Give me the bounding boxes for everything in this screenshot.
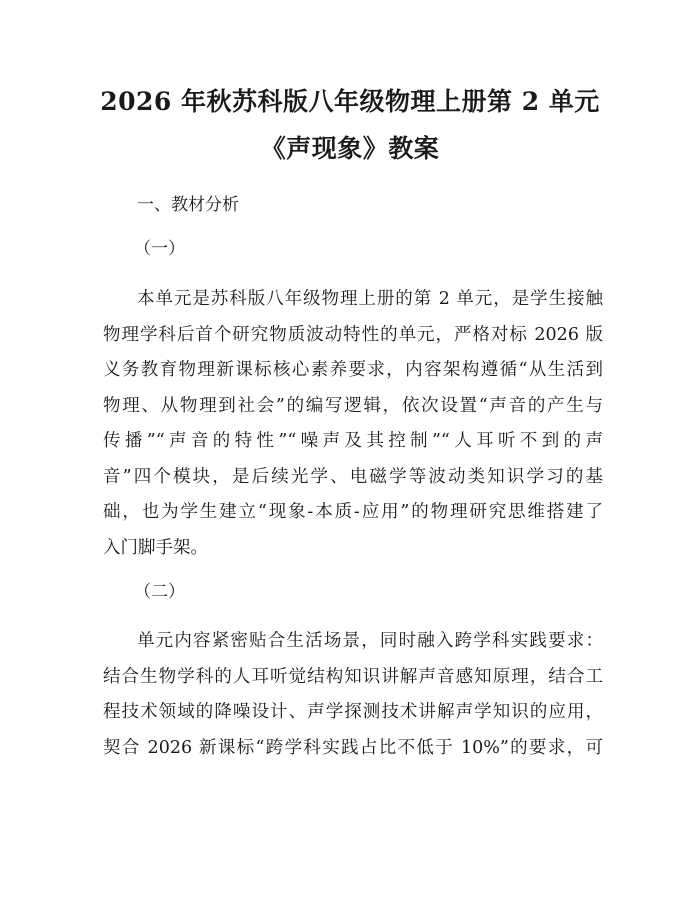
paragraph-1-line: 物理、从物理到社会”的编写逻辑，依次设置“声音的产生与 <box>103 395 603 416</box>
subsection-heading-1: （一） <box>134 239 185 259</box>
paragraph-1-line: 入门脚手架。 <box>103 537 208 558</box>
paragraph-2-line: 程技术领域的降噪设计、声学探测技术讲解声学知识的应用， <box>103 702 603 722</box>
paragraph-2-line: 契合 2026 新课标“跨学科实践占比不低于 10%”的要求，可 <box>103 737 603 758</box>
paragraph-1-line: 义务教育物理新课标核心素养要求，内容架构遵循“从生活到 <box>103 360 603 380</box>
paragraph-1-line: 传播”“声音的特性”“噪声及其控制”“人耳听不到的声 <box>103 431 603 451</box>
paragraph-1-line: 音”四个模块，是后续光学、电磁学等波动类知识学习的基 <box>103 466 603 487</box>
paragraph-1-line: 物理学科后首个研究物质波动特性的单元，严格对标 2026 版 <box>103 324 603 345</box>
paragraph-1-line: 础，也为学生建立“现象-本质-应用”的物理研究思维搭建了 <box>103 502 603 522</box>
paragraph-1-line: 本单元是苏科版八年级物理上册的第 2 单元，是学生接触 <box>137 289 603 309</box>
section-heading-textbook-analysis: 一、教材分析 <box>137 195 239 215</box>
paragraph-2-line: 结合生物学科的人耳听觉结构知识讲解声音感知原理，结合工 <box>103 666 603 687</box>
subsection-heading-2: （二） <box>134 582 185 602</box>
paragraph-1 <box>103 282 603 566</box>
document-title-line-1: 2026 年秋苏科版八年级物理上册第 2 单元 <box>100 87 600 116</box>
document-title-line-2: 《声现象》教案 <box>260 134 440 163</box>
paragraph-2-line: 单元内容紧密贴合生活场景，同时融入跨学科实践要求： <box>137 631 603 651</box>
paragraph-2 <box>103 624 603 766</box>
